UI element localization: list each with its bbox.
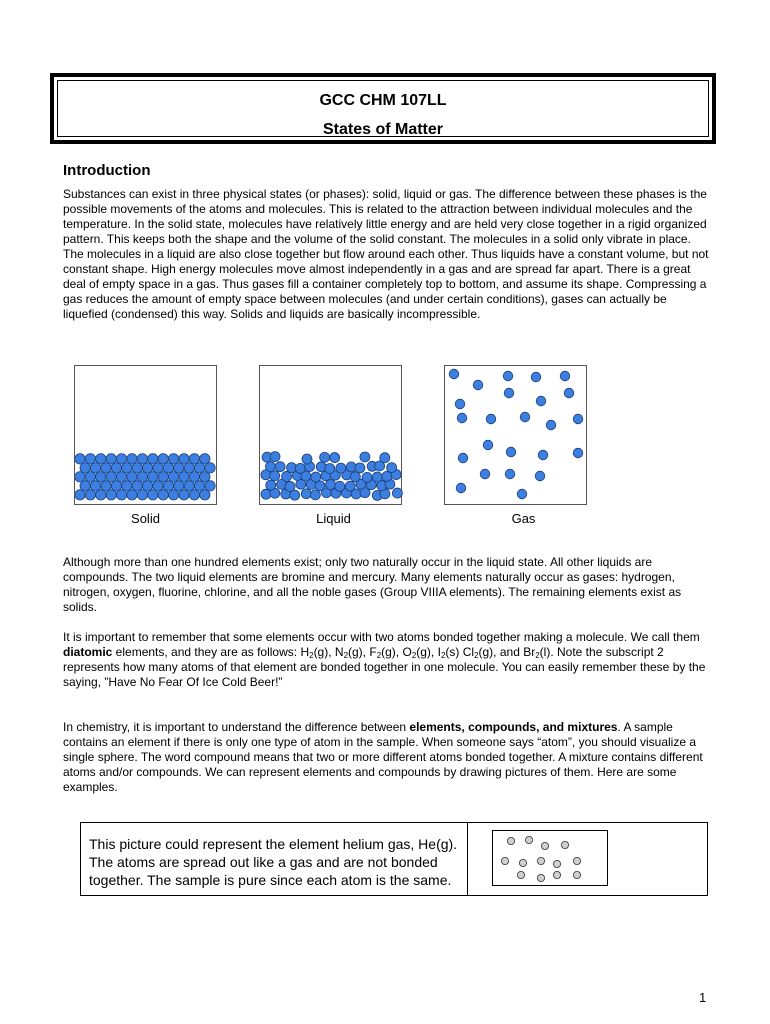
solid-diagram [74,365,217,505]
helium-atom [561,841,568,848]
helium-atom [507,837,514,844]
gas-particle [506,447,516,457]
gas-particle [535,471,545,481]
liquid-particle [282,471,292,481]
helium-atom [553,871,560,878]
gas-particle [538,450,548,460]
text-segment: (l). Note the subscript 2 represents how many atoms of that element are bonded together in one molecule. You can easily remember these by the saying, ”Have No Fear Of Ice Cold Beer!” [63,645,706,689]
gas-particle [480,469,490,479]
helium-atom [541,842,548,849]
text-segment: . A sample contains an element if there is only one type of atom in the sample. When someone says “atom”, you should visualize a single sphere. The word compound means that two or more different atoms bonded together. A mixture contains different atoms and/or compounds. We can represent elements and compounds by drawing pictures of them. Here are some examples. [63,720,703,794]
subscript: 2 [411,651,417,660]
liquid-particle [372,472,382,482]
liquid-particle [380,453,390,463]
liquid-particle [311,472,321,482]
solid-particle [106,454,116,464]
helium-atoms [493,831,609,887]
subscript: 2 [343,651,349,660]
gas-particle [573,448,583,458]
liquid-particle [325,463,335,473]
diatomic-term: diatomic [63,645,113,659]
text-segment: (s) Cl [445,645,475,659]
solid-particle [75,454,85,464]
helium-atom [501,857,508,864]
gas-particle [546,420,556,430]
liquid-particle [345,481,355,491]
gas-particle [473,380,483,390]
helium-example-box [80,822,708,896]
liquid-particle [270,452,280,462]
introduction-paragraph: Substances can exist in three physical states (or phases): solid, liquid or gas. The difference between these phases is the possible movements of the atoms and molecules. This is related to the attraction between individual molecules and the temperature. In the solid state, molecules have relatively little energy and are held very close together in a rigid organized pattern. This keeps both the shape and the volume of the solid constant. The molecules in a solid only vibrate in place. The molecules in a liquid are also close together but flow around each other. Thus liquids have a constant volume, but not constant shape. High energy molecules move almost independently in a gas and are spread far apart. There is a great deal of empty space in a gas. Thus gases fill a container completely top to bottom, and assume its shape. Compressing a gas reduces the amount of empty space between molecules (and under certain conditions), gases can actually be liquefied (condensed) this way. Solids and liquids are basically incompressible. [63,187,709,321]
gas-particle [573,414,583,424]
gas-particle [517,489,527,499]
solid-particle [189,454,199,464]
liquid-particle [270,471,280,481]
solid-particle [85,454,95,464]
liquid-particle [360,452,370,462]
liquid-particle [265,462,275,472]
title-inner-border [57,80,709,137]
text-segment: (g), O [381,645,412,659]
text-segment: (g), I [416,645,441,659]
liquid-particle [350,472,360,482]
gas-particle [457,413,467,423]
gas-diagram [444,365,587,505]
helium-atom [573,857,580,864]
solid-particle [200,454,210,464]
solid-particle [148,454,158,464]
introduction-heading: Introduction [63,162,151,179]
solid-particle [96,454,106,464]
helium-example-text: This picture could represent the element helium gas, He(g). The atoms are spread out like a gas and are not bonded together. The sample is pure since each atom is the same. [89,836,458,888]
liquid-particle [302,454,312,464]
liquid-particle [330,453,340,463]
gas-particle [503,371,513,381]
liquid-particle [310,490,320,500]
solid-label: Solid [131,511,160,526]
liquid-particle [261,489,271,499]
liquid-particle [387,463,397,473]
text-segment: (g), and Br [478,645,536,659]
liquid-particle [336,463,346,473]
liquid-particle [295,463,305,473]
liquid-particle [392,488,402,498]
solid-particle [116,454,126,464]
solid-particle [137,454,147,464]
helium-atom [519,859,526,866]
liquid-particle [285,481,295,491]
liquid-diagram [259,365,402,505]
page-number: 1 [699,990,707,1005]
gas-particle [520,412,530,422]
liquid-particle [320,452,330,462]
text-segment: elements, and they are as follows: H [112,645,310,659]
solid-particle [168,454,178,464]
text-segment: In chemistry, it is important to understand the difference between [63,720,410,734]
helium-atom [537,857,544,864]
gas-particle [456,483,466,493]
liquid-particles [260,366,403,506]
solid-particle [158,454,168,464]
helium-atom [573,871,580,878]
subscript: 2 [474,651,479,660]
solid-particle [127,454,137,464]
helium-atom [553,860,560,867]
liquid-particle [335,481,345,491]
gas-particle [486,414,496,424]
diatomic-paragraph [63,630,713,690]
gas-particle [505,469,515,479]
helium-atom [537,874,544,881]
subscript: 2 [376,651,382,660]
mixtures-paragraph [63,720,713,795]
gas-particle [536,396,546,406]
gas-particle [564,388,574,398]
liquid-particle [301,489,311,499]
elements-states-paragraph: Although more than one hundred elements exist; only two naturally occur in the liquid state. All other liquids are compounds. The two liquid elements are bromine and mercury. Many elements naturally occur as gases: hydrogen, nitrogen, oxygen, fluorine, chlorine, and all the noble gases (Group VIIIA elements). The remaining elements exist as solids. [63,555,682,614]
gas-particle [458,453,468,463]
text-segment: It is important to remember that some elements occur with two atoms bonded together making a molecule. We call them [63,630,700,644]
liquid-particle [355,463,365,473]
gas-particle [531,372,541,382]
gas-particle [455,399,465,409]
title-box [50,73,716,144]
liquid-label: Liquid [316,511,351,526]
mixtures-term: elements, compounds, and mixtures [409,720,618,734]
text-segment: (g), N [313,645,344,659]
gas-particle [449,369,459,379]
helium-diagram [492,830,608,886]
document-title: States of Matter [322,121,444,138]
gas-label: Gas [511,511,536,526]
subscript: 2 [440,651,446,660]
solid-particle [179,454,189,464]
course-title: GCC CHM 107LL [319,92,447,109]
gas-particle [504,388,514,398]
subscript: 2 [309,651,314,660]
example-divider [467,823,468,895]
gas-particle [483,440,493,450]
helium-atom [525,836,532,843]
liquid-particle [266,480,276,490]
helium-atom [517,871,524,878]
gas-particle [560,371,570,381]
liquid-particle [362,472,372,482]
text-segment: (g), F [348,645,377,659]
gas-particles [445,366,588,506]
liquid-particle [275,462,285,472]
solid-particles [75,366,218,506]
liquid-particle [382,471,392,481]
subscript: 2 [535,651,540,660]
